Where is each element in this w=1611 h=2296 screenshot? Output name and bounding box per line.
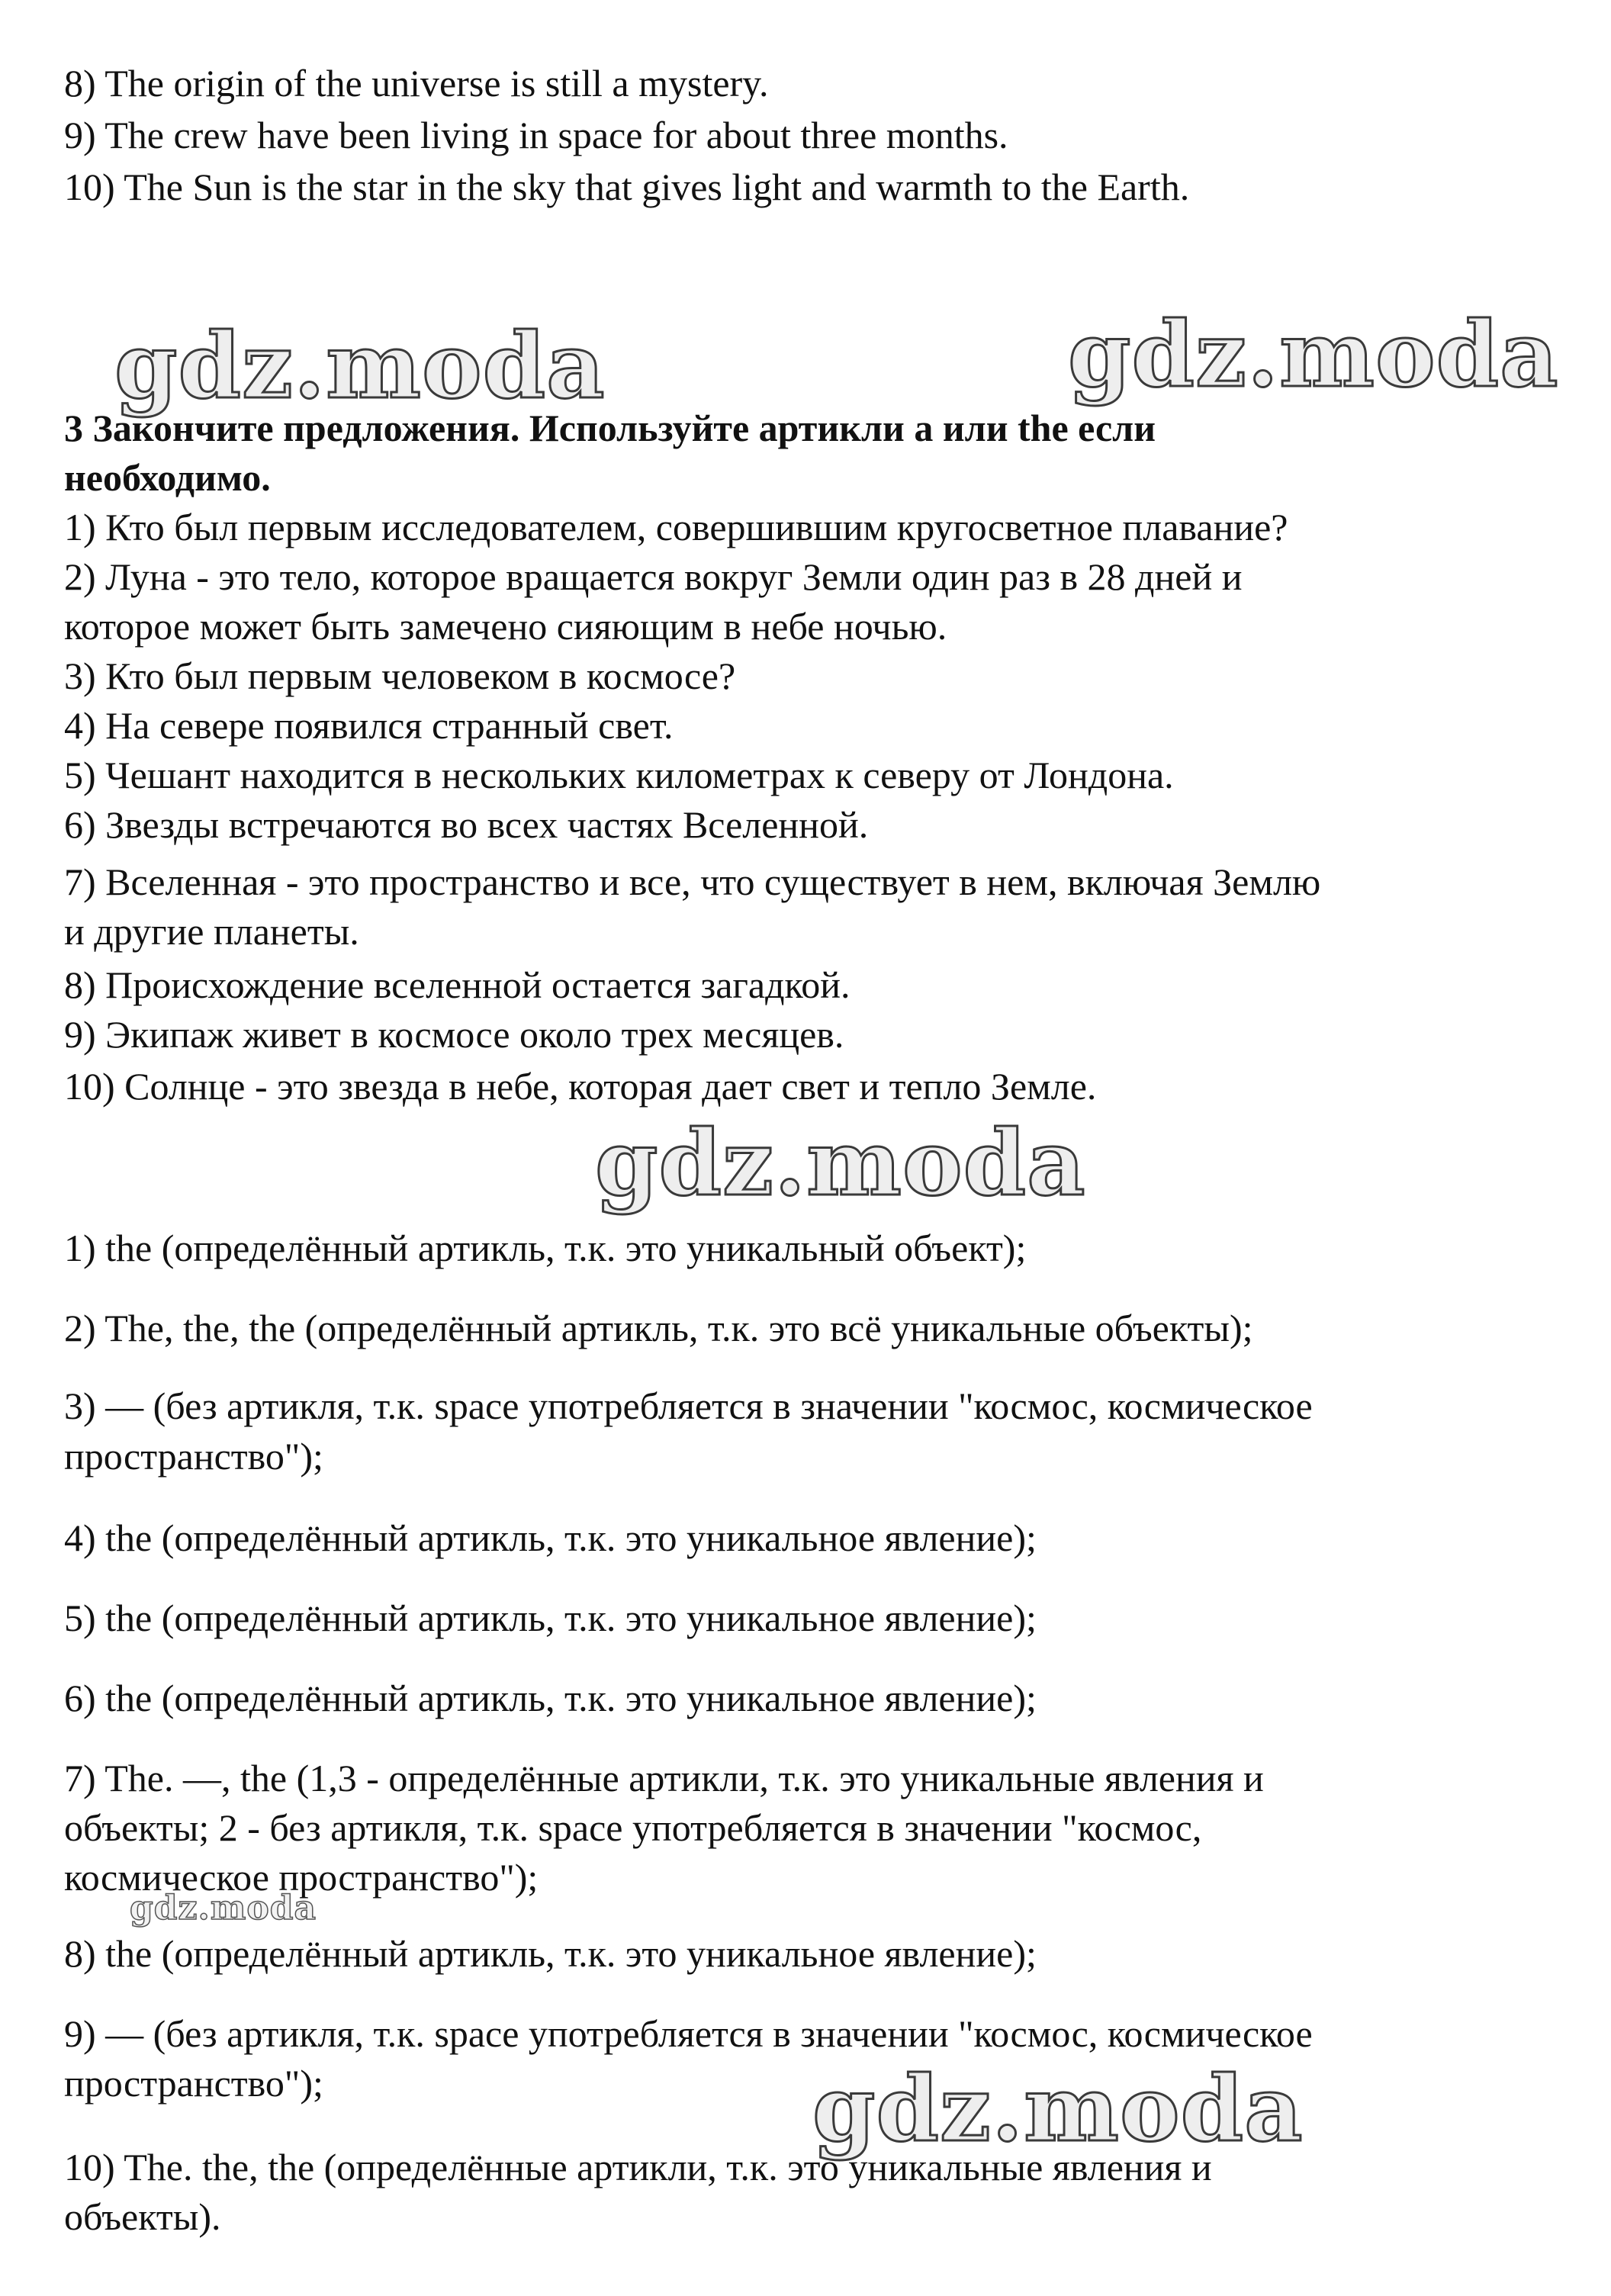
task-title: 3 Закончите предложения. Используйте артикли a или the если <box>64 407 1156 449</box>
sentence-9: 9) The crew have been living in space for about three months. <box>64 114 1008 156</box>
task-line: 9) Экипаж живет в космосе около трех месяцев. <box>64 1013 844 1056</box>
watermark: gdz.moda <box>812 2056 1304 2162</box>
task-line: которое может быть замечено сияющим в небе ночью. <box>64 605 947 648</box>
task-title-continued: необходимо. <box>64 456 271 499</box>
watermark: gdz.moda <box>130 1889 317 1928</box>
sentence-10: 10) The Sun is the star in the sky that gives light and warmth to the Earth. <box>64 166 1190 208</box>
task-line: 3) Кто был первым человеком в космосе? <box>64 654 736 697</box>
answer-line: космическое пространство"); <box>64 1856 539 1899</box>
answer-line: 2) The, the, the (определённый артикль, т.к. это всё уникальные объекты); <box>64 1307 1253 1349</box>
task-line: 2) Луна - это тело, которое вращается вокруг Земли один раз в 28 дней и <box>64 555 1243 598</box>
task-line: 6) Звезды встречаются во всех частях Вселенной. <box>64 803 869 846</box>
watermark: gdz.moda <box>114 313 606 419</box>
task-line: 7) Вселенная - это пространство и все, что существует в нем, включая Землю <box>64 860 1321 903</box>
watermark: gdz.moda <box>1068 301 1559 407</box>
answer-line: 7) The. —, the (1,3 - определённые артикли, т.к. это уникальные явления и <box>64 1757 1264 1799</box>
task-line: 8) Происхождение вселенной остается загадкой. <box>64 963 851 1006</box>
task-line: 1) Кто был первым исследователем, совершившим кругосветное плавание? <box>64 506 1288 548</box>
answer-line: 9) — (без артикля, т.к. space употребляется в значении "космос, космическое <box>64 2012 1313 2055</box>
answer-line: 10) The. the, the (определённые артикли, т.к. это уникальные явления и <box>64 2146 1212 2188</box>
task-line: и другие планеты. <box>64 910 359 953</box>
answer-line: 6) the (определённый артикль, т.к. это уникальное явление); <box>64 1677 1037 1719</box>
answer-line: пространство"); <box>64 2062 323 2105</box>
watermark: gdz.moda <box>595 1110 1086 1216</box>
task-line: 10) Солнце - это звезда в небе, которая дает свет и тепло Земле. <box>64 1065 1097 1108</box>
answer-line: 8) the (определённый артикль, т.к. это уникальное явление); <box>64 1932 1037 1975</box>
task-line: 4) На севере появился странный свет. <box>64 704 674 747</box>
answer-line: 4) the (определённый артикль, т.к. это уникальное явление); <box>64 1516 1037 1559</box>
answer-line: 1) the (определённый артикль, т.к. это уникальный объект); <box>64 1227 1027 1269</box>
answer-line: объекты; 2 - без артикля, т.к. space употребляется в значении "космос, <box>64 1806 1202 1849</box>
answer-line: пространство"); <box>64 1435 323 1478</box>
task-line: 5) Чешант находится в нескольких километрах к северу от Лондона. <box>64 754 1174 796</box>
answer-line: объекты). <box>64 2195 221 2238</box>
answer-line: 3) — (без артикля, т.к. space употребляется в значении "космос, космическое <box>64 1384 1313 1427</box>
answer-line: 5) the (определённый артикль, т.к. это уникальное явление); <box>64 1597 1037 1639</box>
sentence-8: 8) The origin of the universe is still a mystery. <box>64 62 769 105</box>
